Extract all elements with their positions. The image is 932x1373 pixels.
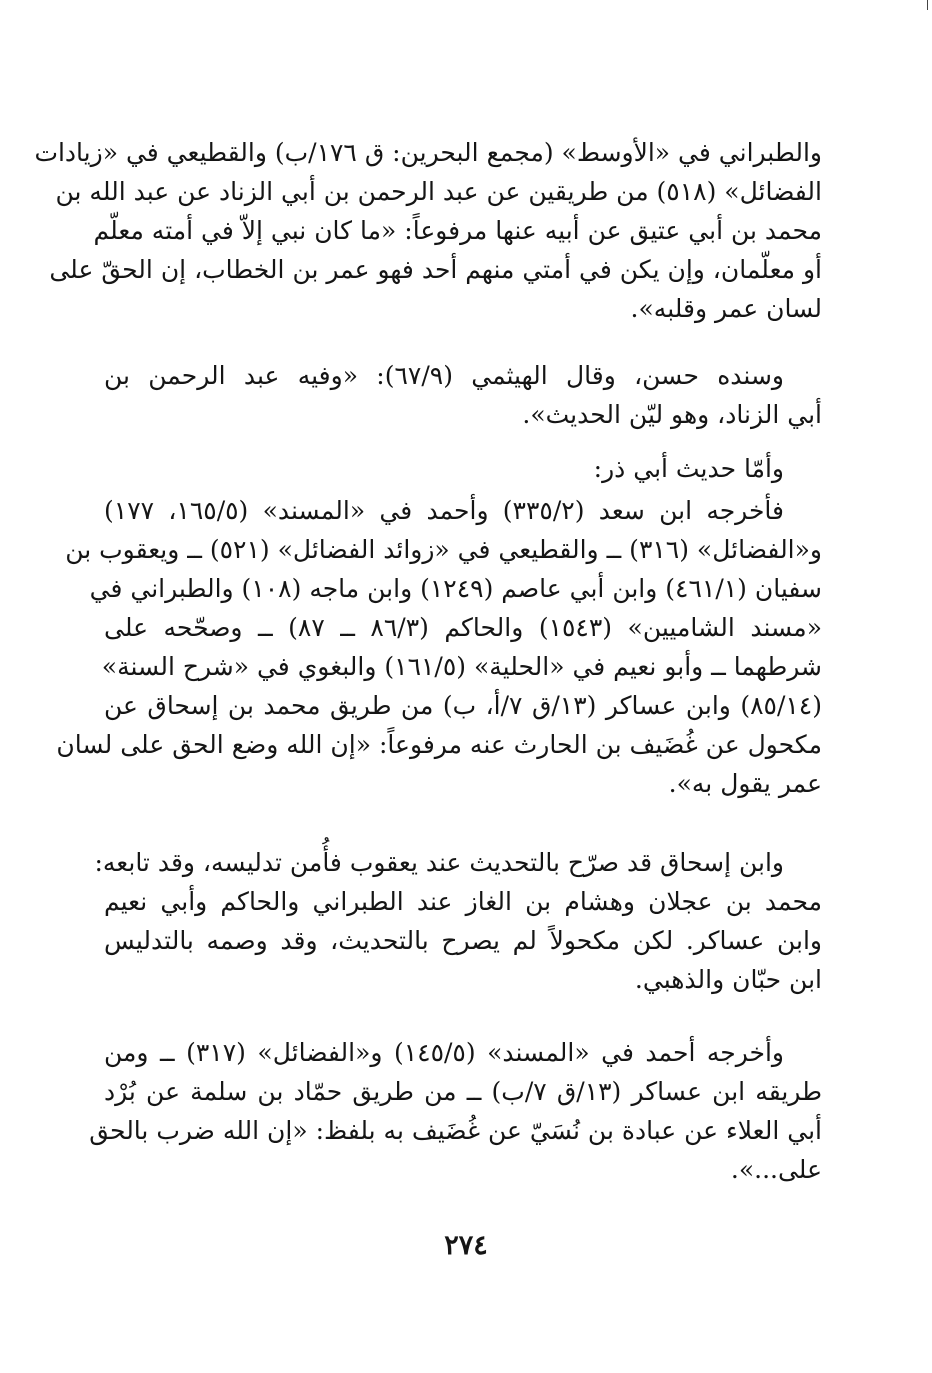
text-line: وأخرجه أحمد في «المسند» (١٤٥/٥) و«الفضائل» (٣١٧) ــ ومن — [104, 1038, 785, 1067]
paragraph-ahmad-musnad — [89, 1033, 822, 1189]
text-line: لسان عمر وقلبه». — [630, 294, 822, 323]
text-line: محمد بن أبي عتيق عن أبيه عنها مرفوعاً: «ما كان نبي إلاّ في أمته معلّم — [93, 216, 822, 245]
text-line: (٨٥/١٤) وابن عساكر (١٣/ق ٧/أ، ب) من طريق محمد بن إسحاق عن — [104, 691, 822, 720]
paragraph-ibn-ishaq-note — [94, 843, 822, 999]
paragraph-abu-dharr-heading — [104, 449, 822, 488]
text-line: سفيان (٤٦١/١) وابن أبي عاصم (١٢٤٩) وابن ماجه (١٠٨) والطبراني في — [89, 574, 822, 603]
text-line: وأمّا حديث أبي ذر: — [593, 454, 784, 483]
scan-edge-mark — [927, 0, 928, 10]
text-line: مكحول عن غُضَيف بن الحارث عنه مرفوعاً: «إن الله وضع الحق على لسان — [56, 730, 822, 759]
paragraph-isnad-grading — [104, 356, 822, 434]
text-line: محمد بن عجلان وهشام بن الغاز عند الطبراني والحاكم وأبي نعيم — [104, 887, 822, 916]
text-line: أو معلّمان، وإن يكن في أمتي منهم أحد فهو عمر بن الخطاب، إن الحقّ على — [49, 255, 822, 284]
paragraph-abu-dharr-sources — [56, 491, 822, 803]
paragraph-tabarani-hadith — [34, 133, 822, 328]
text-line: وسنده حسن، وقال الهيثمي (٦٧/٩): «وفيه عبد الرحمن بن — [104, 361, 784, 390]
text-line: أبي الزناد، وهو ليّن الحديث». — [522, 400, 822, 429]
text-line: وابن عساكر. لكن مكحولاً لم يصرح بالتحديث، وقد وصمه بالتدليس — [104, 926, 822, 955]
text-line: والطبراني في «الأوسط» (مجمع البحرين: ق ١٧٦/ب) والقطيعي في «زيادات — [34, 138, 822, 167]
page-number: ٢٧٤ — [444, 1230, 488, 1261]
text-line: «مسند الشاميين» (١٥٤٣) والحاكم (٨٦/٣ ــ ٨٧) ــ وصحّحه على — [104, 613, 822, 642]
text-line: طريقه ابن عساكر (١٣/ق ٧/ب) ــ من طريق حمّاد بن سلمة عن بُرْد — [104, 1077, 822, 1106]
text-line: ابن حبّان والذهبي. — [634, 965, 822, 994]
text-line: فأخرجه ابن سعد (٣٣٥/٢) وأحمد في «المسند» (١٦٥/٥، ١٧٧) — [104, 496, 784, 525]
text-line: عمر يقول به». — [668, 769, 822, 798]
text-line: وابن إسحاق قد صرّح بالتحديث عند يعقوب فأُمن تدليسه، وقد تابعه: — [94, 848, 784, 877]
text-line: شرطهما ــ وأبو نعيم في «الحلية» (١٦١/٥) والبغوي في «شرح السنة» — [101, 652, 822, 681]
text-line: الفضائل» (٥١٨) من طريقين عن عبد الرحمن بن أبي الزناد عن عبد الله بن — [55, 177, 822, 206]
text-line: أبي العلاء عن عبادة بن نُسَيّ عن غُضَيف به بلفظ: «إن الله ضرب بالحق — [89, 1116, 822, 1145]
text-line: على...». — [730, 1155, 822, 1184]
text-line: و«الفضائل» (٣١٦) ــ والقطيعي في «زوائد الفضائل» (٥٢١) ــ ويعقوب بن — [65, 535, 822, 564]
